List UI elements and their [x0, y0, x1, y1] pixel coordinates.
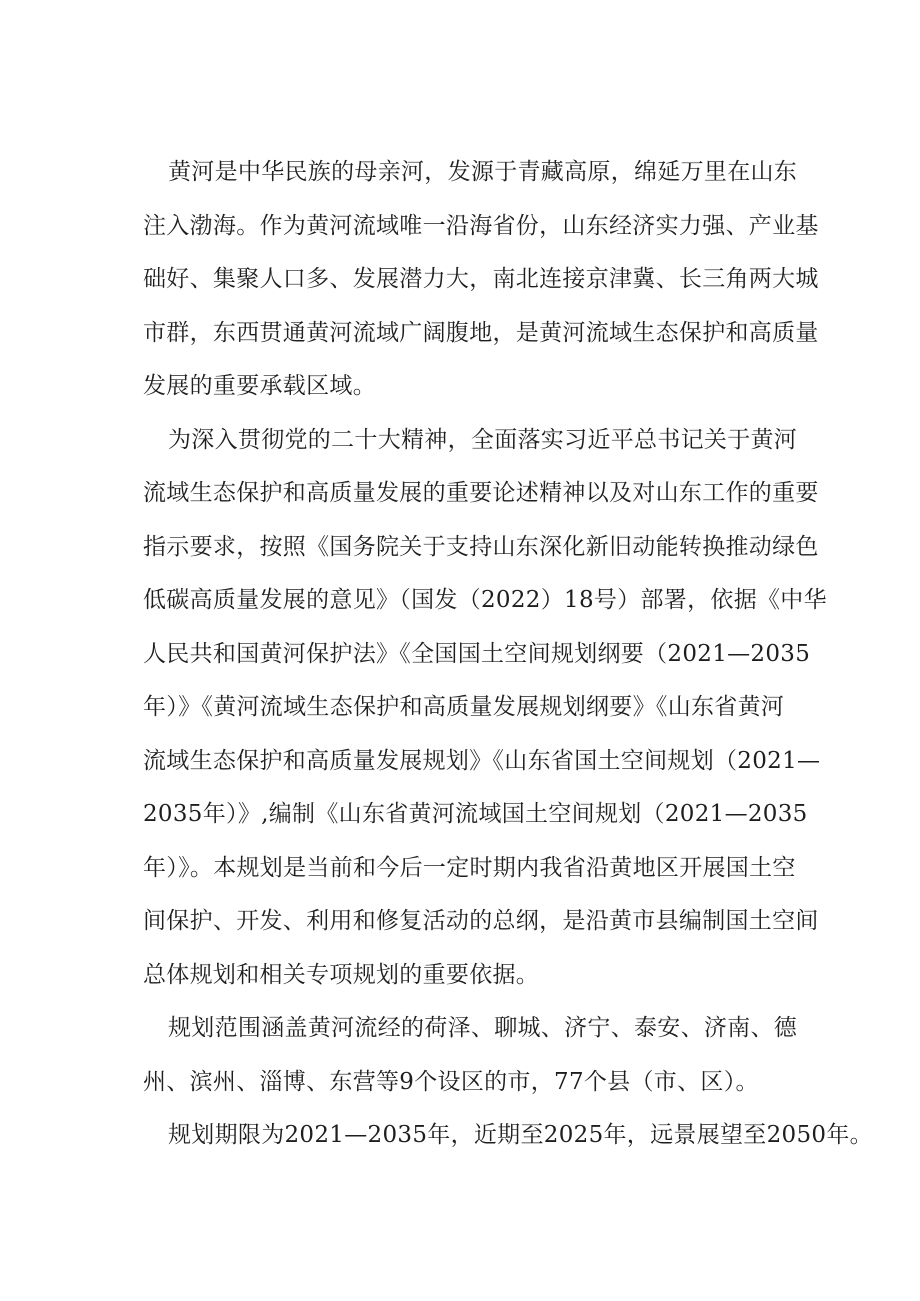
text-line: 流域生态保护和高质量发展的重要论述精神以及对山东工作的重要 [143, 480, 819, 506]
text-line: 间保护、开发、利用和修复活动的总纲，是沿黄市县编制国土空间 [143, 908, 819, 934]
text-line: 流域生态保护和高质量发展规划》《山东省国土空间规划（2021— [143, 747, 821, 774]
text-line: 指示要求，按照《国务院关于支持山东深化新旧动能转换推动绿色 [143, 533, 819, 560]
text-line: 人民共和国黄河保护法》《全国国土空间规划纲要（2021—2035 [143, 640, 811, 667]
text-line: 础好、集聚人口多、发展潜力大，南北连接京津冀、长三角两大城 [143, 266, 819, 292]
document-body [143, 146, 873, 1163]
text-line: 为深入贯彻党的二十大精神，全面落实习近平总书记关于黄河 [168, 426, 798, 453]
paragraph [143, 414, 827, 1003]
text-line: 规划期限为2021—2035年，近期至2025年，远景展望至2050年。 [168, 1122, 873, 1148]
text-line: 发展的重要承载区域。 [143, 373, 376, 399]
text-line: 2035年）》,编制《山东省黄河流域国土空间规划（2021—2035 [143, 801, 808, 827]
text-line: 总体规划和相关专项规划的重要依据。 [143, 961, 540, 988]
text-line: 市群，东西贯通黄河流域广阔腹地，是黄河流域生态保护和高质量 [143, 319, 819, 346]
text-line: 年）》。本规划是当前和今后一定时期内我省沿黄地区开展国土空 [143, 854, 796, 881]
text-line: 州、滨州、淄博、东营等9个设区的市，77个县（市、区）。 [143, 1068, 759, 1095]
text-line: 低碳高质量发展的意见》（国发（2022）18号）部署，依据《中华 [143, 587, 827, 613]
paragraph [143, 1002, 803, 1109]
text-line: 规划范围涵盖黄河流经的荷泽、聊城、济宁、泰安、济南、德 [168, 1015, 798, 1041]
text-line: 黄河是中华民族的母亲河，发源于青藏高原，绵延万里在山东 [168, 159, 798, 185]
paragraph [143, 146, 819, 414]
text-line: 注入渤海。作为黄河流域唯一沿海省份，山东经济实力强、产业基 [143, 212, 819, 239]
paragraph [143, 1109, 873, 1163]
text-line: 年）》《黄河流域生态保护和高质量发展规划纲要》《山东省黄河 [143, 694, 785, 720]
